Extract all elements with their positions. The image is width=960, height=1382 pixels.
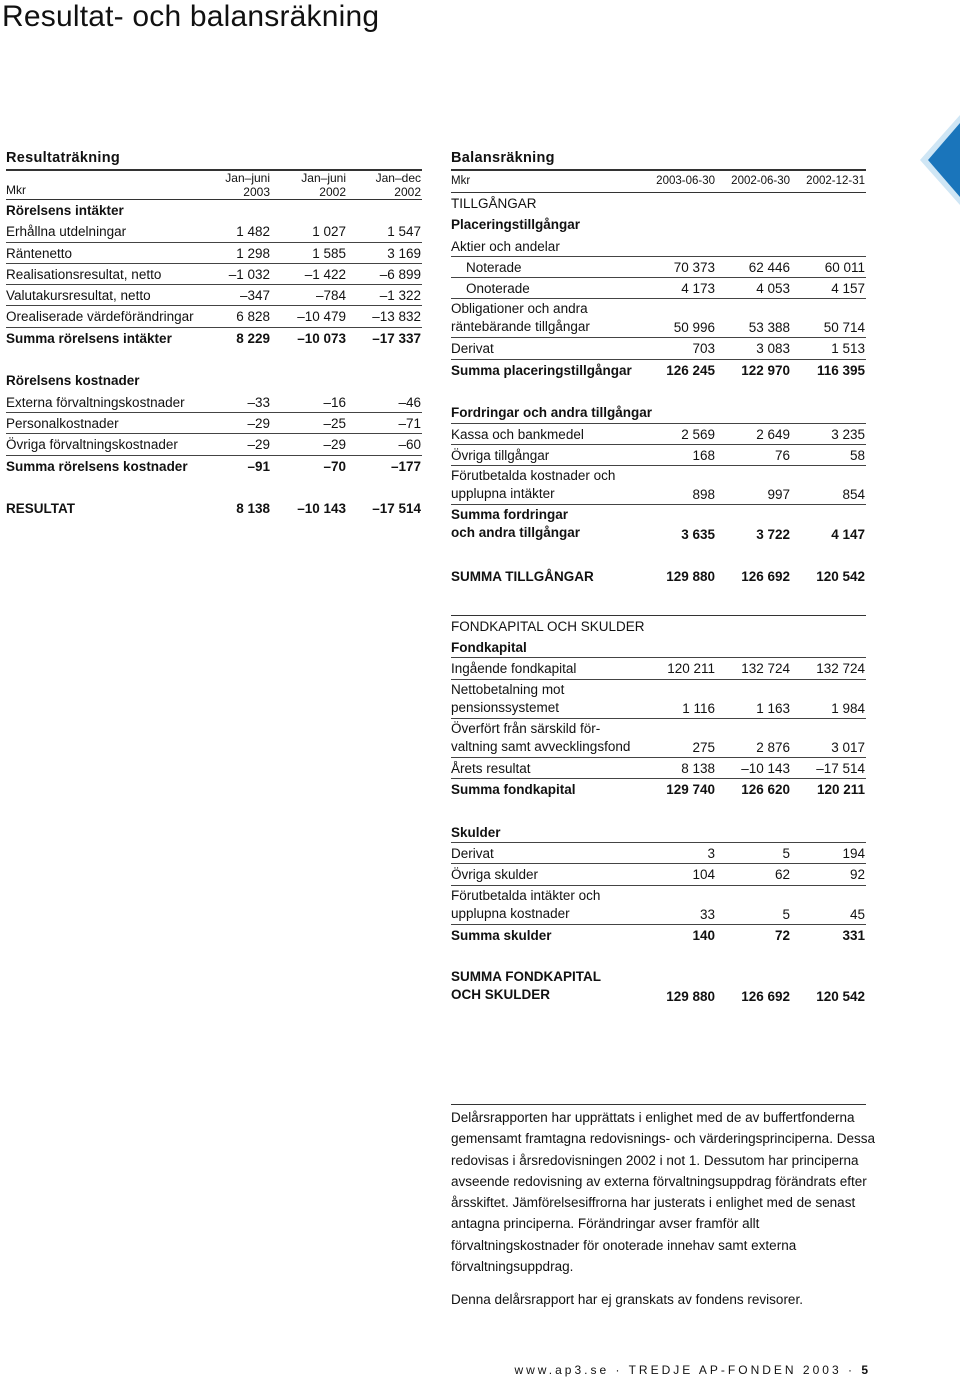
- table-row: Nettobetalning mot pensionssystemet 1 116 1 163 1 984: [451, 680, 866, 719]
- balance-header: [451, 171, 866, 192]
- table-row: Årets resultat 8 138 –10 143 –17 514: [451, 758, 866, 779]
- balance-sheet: [451, 147, 866, 1006]
- table-row: Obligationer och andra räntebärande tillgångar 50 996 53 388 50 714: [451, 299, 866, 338]
- table-row: Externa förvaltningskostnader –33 –16 –46: [6, 392, 422, 413]
- col-header-3: Jan–dec 2002: [375, 171, 421, 199]
- subsection-heading: Fordringar och andra tillgångar: [451, 402, 866, 423]
- unit-label: Mkr: [6, 183, 26, 197]
- table-row: Orealiserade värdeförändringar 6 828 –10 479 –13 832: [6, 306, 422, 327]
- page-title: Resultat- och balansräkning: [2, 0, 380, 33]
- table-row: Förutbetalda kostnader och upplupna intäkter 898 997 854: [451, 466, 866, 505]
- total-row: Summa rörelsens intäkter 8 229 –10 073 –17 337: [6, 330, 421, 346]
- section-heading: Rörelsens intäkter: [6, 203, 124, 218]
- table-row: Kassa och bankmedel 2 569 2 649 3 235: [451, 424, 866, 445]
- col-header-2: Jan–juni 2002: [301, 171, 346, 199]
- total-row: Summa skulder 140 72 331: [451, 927, 865, 943]
- corner-tab-icon: [920, 115, 960, 205]
- subsection-heading: Skulder: [451, 822, 866, 843]
- section-heading: Rörelsens kostnader: [6, 373, 140, 389]
- footer-text: www.ap3.se · TREDJE AP-FONDEN 2003 ·: [514, 1363, 855, 1377]
- total-row: Summa fordringar och andra tillgångar 3 635 3 722 4 147: [451, 507, 865, 543]
- notes-rule: [451, 1104, 866, 1105]
- table-row: Onoterade 4 173 4 053 4 157: [451, 278, 866, 299]
- table-row: Erhållna utdelningar 1 482 1 027 1 547: [6, 221, 422, 242]
- section-heading: FONDKAPITAL OCH SKULDER: [451, 618, 645, 634]
- table-row: Derivat 3 5 194: [451, 843, 866, 864]
- income-statement: [6, 147, 422, 519]
- subsection-heading: Placeringstillgångar: [451, 217, 581, 233]
- subsection-heading: Fondkapital: [451, 637, 866, 658]
- table-row: Realisationsresultat, netto –1 032 –1 422 –6 899: [6, 264, 422, 285]
- total-row: Summa rörelsens kostnader –91 –70 –177: [6, 458, 421, 474]
- grand-total-row: SUMMA TILLGÅNGAR 129 880 126 692 120 542: [451, 568, 865, 584]
- table-row: Personalkostnader –29 –25 –71: [6, 413, 422, 434]
- col-header-3: 2002-12-31: [806, 175, 865, 187]
- notes: [451, 1104, 876, 1323]
- total-row: Summa fondkapital 129 740 126 620 120 211: [451, 782, 865, 798]
- table-row: Valutakursresultat, netto –347 –784 –1 322: [6, 285, 422, 306]
- table-row: Övriga tillgångar 168 76 58: [451, 445, 866, 466]
- table-row: Förutbetalda intäkter och upplupna kostnader 33 5 45: [451, 886, 866, 925]
- page-number: 5: [861, 1363, 868, 1377]
- income-title: Resultaträkning: [6, 150, 121, 166]
- section-heading: TILLGÅNGAR: [451, 196, 537, 211]
- total-row: Summa placeringstillgångar 126 245 122 970 116 395: [451, 362, 865, 378]
- col-header-1: 2003-06-30: [656, 175, 715, 187]
- notes-paragraph-1: Delårsrapporten har upprättats i enlighet med de av buffertfonderna gemensamt framtagna redovisnings- och värderingsprinciperna. Dessa redovisas i årsredovisningen 2002 i not 1. Dessutom har principerna avseende redovisning av externa förvaltningsuppdrag förändrats efter årsskiftet. Jämförelsesiffrorna har justerats i enlighet med de senast antagna principerna. Förändringar avser framför allt förvaltningskostnader för onoterade innehav samt externa förvaltningsuppdrag.: [451, 1110, 875, 1275]
- col-header-1: Jan–juni 2003: [225, 171, 270, 199]
- group-heading: Aktier och andelar: [451, 236, 866, 257]
- table-row: Övriga skulder 104 62 92: [451, 864, 866, 885]
- unit-label: Mkr: [451, 175, 471, 187]
- table-row: Derivat 703 3 083 1 513: [451, 338, 866, 359]
- col-header-2: 2002-06-30: [731, 175, 790, 187]
- notes-paragraph-2: Denna delårsrapport har ej granskats av fondens revisorer.: [451, 1292, 803, 1308]
- grand-total-row: SUMMA FONDKAPITAL OCH SKULDER 129 880 126 692 120 542: [451, 969, 865, 1005]
- table-row: Noterade 70 373 62 446 60 011: [451, 257, 866, 278]
- page-footer: [514, 1363, 868, 1377]
- table-row: Överfört från särskild för- valtning samt avvecklingsfond 275 2 876 3 017: [451, 719, 866, 758]
- table-row: Övriga förvaltningskostnader –29 –29 –60: [6, 434, 422, 455]
- result-row: RESULTAT 8 138 –10 143 –17 514: [6, 501, 421, 517]
- income-header: [6, 171, 422, 199]
- table-row: Räntenetto 1 298 1 585 3 169: [6, 243, 422, 264]
- table-row: Ingående fondkapital 120 211 132 724 132 724: [451, 658, 866, 679]
- balance-title: Balansräkning: [451, 150, 555, 166]
